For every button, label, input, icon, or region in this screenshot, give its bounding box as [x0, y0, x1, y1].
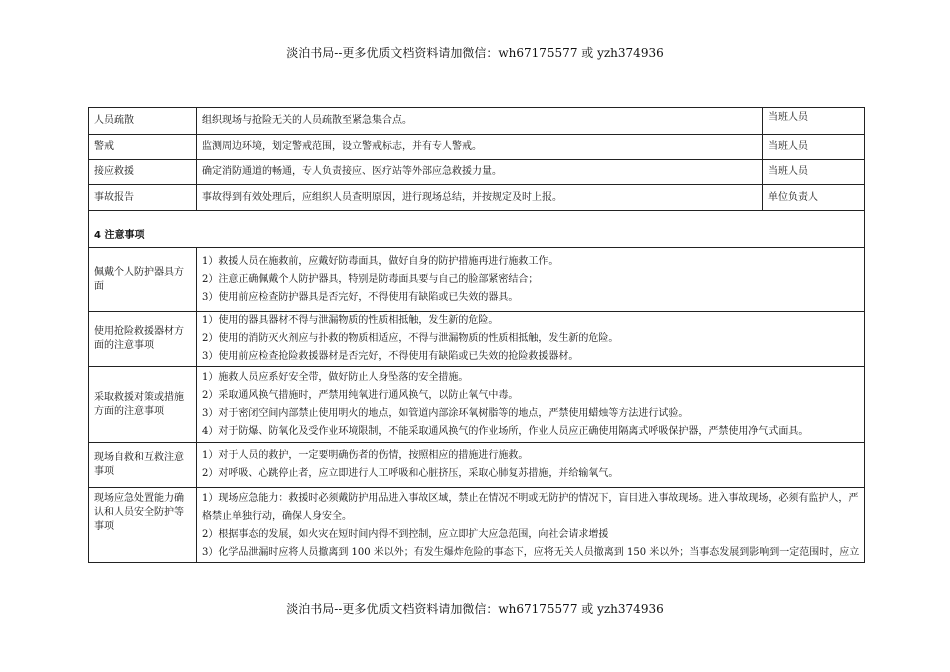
table-row: [89, 135, 865, 160]
note-item: 2）对呼吸、心跳停止者，应立即进行人工呼吸和心脏挤压，采取心肺复苏措施，并给输氧气。: [202, 468, 619, 479]
note-item: 2）使用的消防灭火剂应与扑救的物质相适应，不得与泄漏物质的性质相抵触，发生新的危险。: [202, 333, 619, 344]
row-role: 当班人员: [763, 135, 865, 160]
row-content: 监测周边环境，划定警戒范围，设立警戒标志，并有专人警戒。: [197, 135, 763, 160]
note-item: 2）根据事态的发展，如火灾在短时间内得不到控制，应立即扩大应急范围，向社会请求增援: [202, 529, 609, 540]
note-item: 3）使用前应检查抢险救援器材是否完好，不得使用有缺陷或已失效的抢险救援器材。: [202, 351, 579, 362]
note-item: 4）对于防爆、防氧化及受作业环境限制，不能采取通风换气的作业场所，作业人员应正确使用隔离式呼吸保护器，严禁使用净气式面具。: [202, 425, 809, 437]
row-label: 警戒: [89, 135, 197, 160]
note-item: 2）采取通风换气措施时，严禁用纯氧进行通风换气，以防止氧气中毒。: [202, 389, 519, 401]
note-content: [197, 248, 865, 312]
row-role: 当班人员: [763, 160, 865, 185]
row-content: 事故得到有效处理后，应组织人员查明原因，进行现场总结，并按规定及时上报。: [197, 185, 763, 211]
note-content: [197, 443, 865, 488]
note-row: [89, 312, 865, 367]
note-item: 3）使用前应检查防护器具是否完好，不得使用有缺陷或已失效的器具。: [202, 291, 519, 303]
note-label: 现场自救和互救注意事项: [89, 443, 197, 488]
note-row: [89, 367, 865, 443]
note-item: 1）对于人员的救护，一定要明确伤者的伤情，按照相应的措施进行施救。: [202, 450, 529, 461]
note-content: [197, 488, 865, 563]
row-content: 确定消防通道的畅通，专人负责接应、医疗站等外部应急救援力量。: [197, 160, 763, 185]
note-content: [197, 367, 865, 443]
note-item: 3）对于密闭空间内部禁止使用明火的地点，如管道内部涂环氧树脂等的地点，严禁使用蜡烛等方法进行试验。: [202, 407, 689, 419]
table-row: [89, 185, 865, 211]
procedure-table: [88, 107, 865, 563]
note-item: 1）现场应急能力：救援时必须戴防护用品进入事故区域，禁止在情况不明或无防护的情况下，盲目进入事故现场。进入事故现场，必须有监护人，严格禁止单独行动，确保人身安全。: [202, 493, 859, 522]
note-row: [89, 248, 865, 312]
row-role: 当班人员: [763, 108, 865, 135]
note-label: 现场应急处置能力确认和人员安全防护等事项: [89, 488, 197, 563]
note-label: 使用抢险救援器材方面的注意事项: [89, 312, 197, 367]
row-label: 接应救援: [89, 160, 197, 185]
table-row: [89, 160, 865, 185]
note-item: 3）化学品泄漏时应将人员撤离到 100 米以外；有发生爆炸危险的事态下，应将无关人员撤离到 150 米以外；当事态发展到影响到一定范围时，应立: [202, 547, 859, 558]
note-item: 1）使用的器具器材不得与泄漏物质的性质相抵触，发生新的危险。: [202, 315, 499, 326]
row-label: 事故报告: [89, 185, 197, 211]
note-item: 1）施救人员应系好安全带，做好防止人身坠落的安全措施。: [202, 371, 469, 383]
table-row: [89, 108, 865, 135]
row-role: 单位负责人: [763, 185, 865, 211]
page-footer: 淡泊书局--更多优质文档资料请加微信：wh67175577 或 yzh374936: [286, 602, 664, 616]
section-row: [89, 211, 865, 248]
note-label: 佩戴个人防护器具方面: [89, 248, 197, 312]
note-item: 2）注意正确佩戴个人防护器具，特别是防毒面具要与自己的脸部紧密结合；: [202, 273, 539, 285]
row-label: 人员疏散: [89, 108, 197, 135]
note-content: [197, 312, 865, 367]
page-header: 淡泊书局--更多优质文档资料请加微信：wh67175577 或 yzh374936: [286, 46, 664, 60]
section-title: 4 注意事项: [89, 211, 865, 248]
row-content: 组织现场与抢险无关的人员疏散至紧急集合点。: [197, 108, 763, 135]
note-row: [89, 443, 865, 488]
note-item: 1）救援人员在施救前，应戴好防毒面具，做好自身的防护措施再进行施救工作。: [202, 255, 559, 267]
note-row: [89, 488, 865, 563]
note-label: 采取救援对策或措施方面的注意事项: [89, 367, 197, 443]
